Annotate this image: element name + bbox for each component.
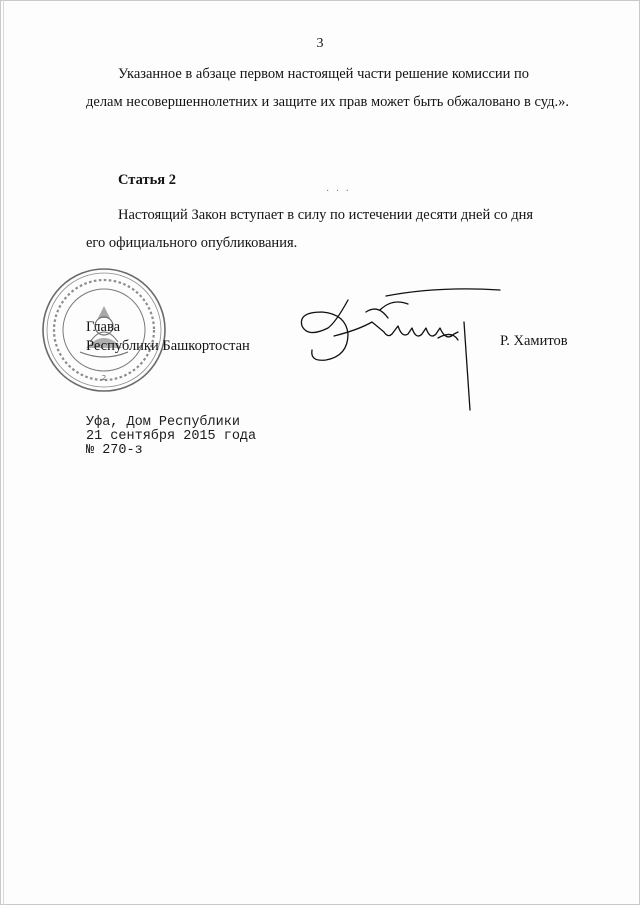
paragraph-2-line-1: Настоящий Закон вступает в силу по истечении десяти дней со дня	[118, 207, 533, 223]
paragraph-1-line-1: Указанное в абзаце первом настоящей части решение комиссии по	[118, 66, 530, 82]
signatory-title-line-1: Глава	[86, 319, 121, 335]
paragraph-1-rest: делам несовершеннолетних и защите их прав может быть обжаловано в суд.».	[86, 94, 569, 110]
law-number: № 270-з	[86, 443, 143, 458]
signing-place: Уфа, Дом Республики	[86, 415, 240, 430]
page-number: 3	[316, 36, 324, 51]
svg-text:2: 2	[101, 374, 107, 382]
handwritten-signature-icon	[288, 282, 518, 414]
paragraph-2	[86, 201, 578, 257]
document-details	[86, 416, 256, 458]
scan-speck: · · ·	[326, 186, 351, 197]
article-heading: Статья 2	[118, 172, 176, 188]
paragraph-2-rest: его официального опубликования.	[86, 235, 298, 251]
signer-name: Р. Хамитов	[500, 333, 568, 349]
paragraph-1	[86, 60, 578, 116]
signatory-title-line-2: Республики Башкортостан	[86, 338, 250, 354]
signatory-title	[86, 318, 250, 356]
signing-date: 21 сентября 2015 года	[86, 429, 257, 444]
